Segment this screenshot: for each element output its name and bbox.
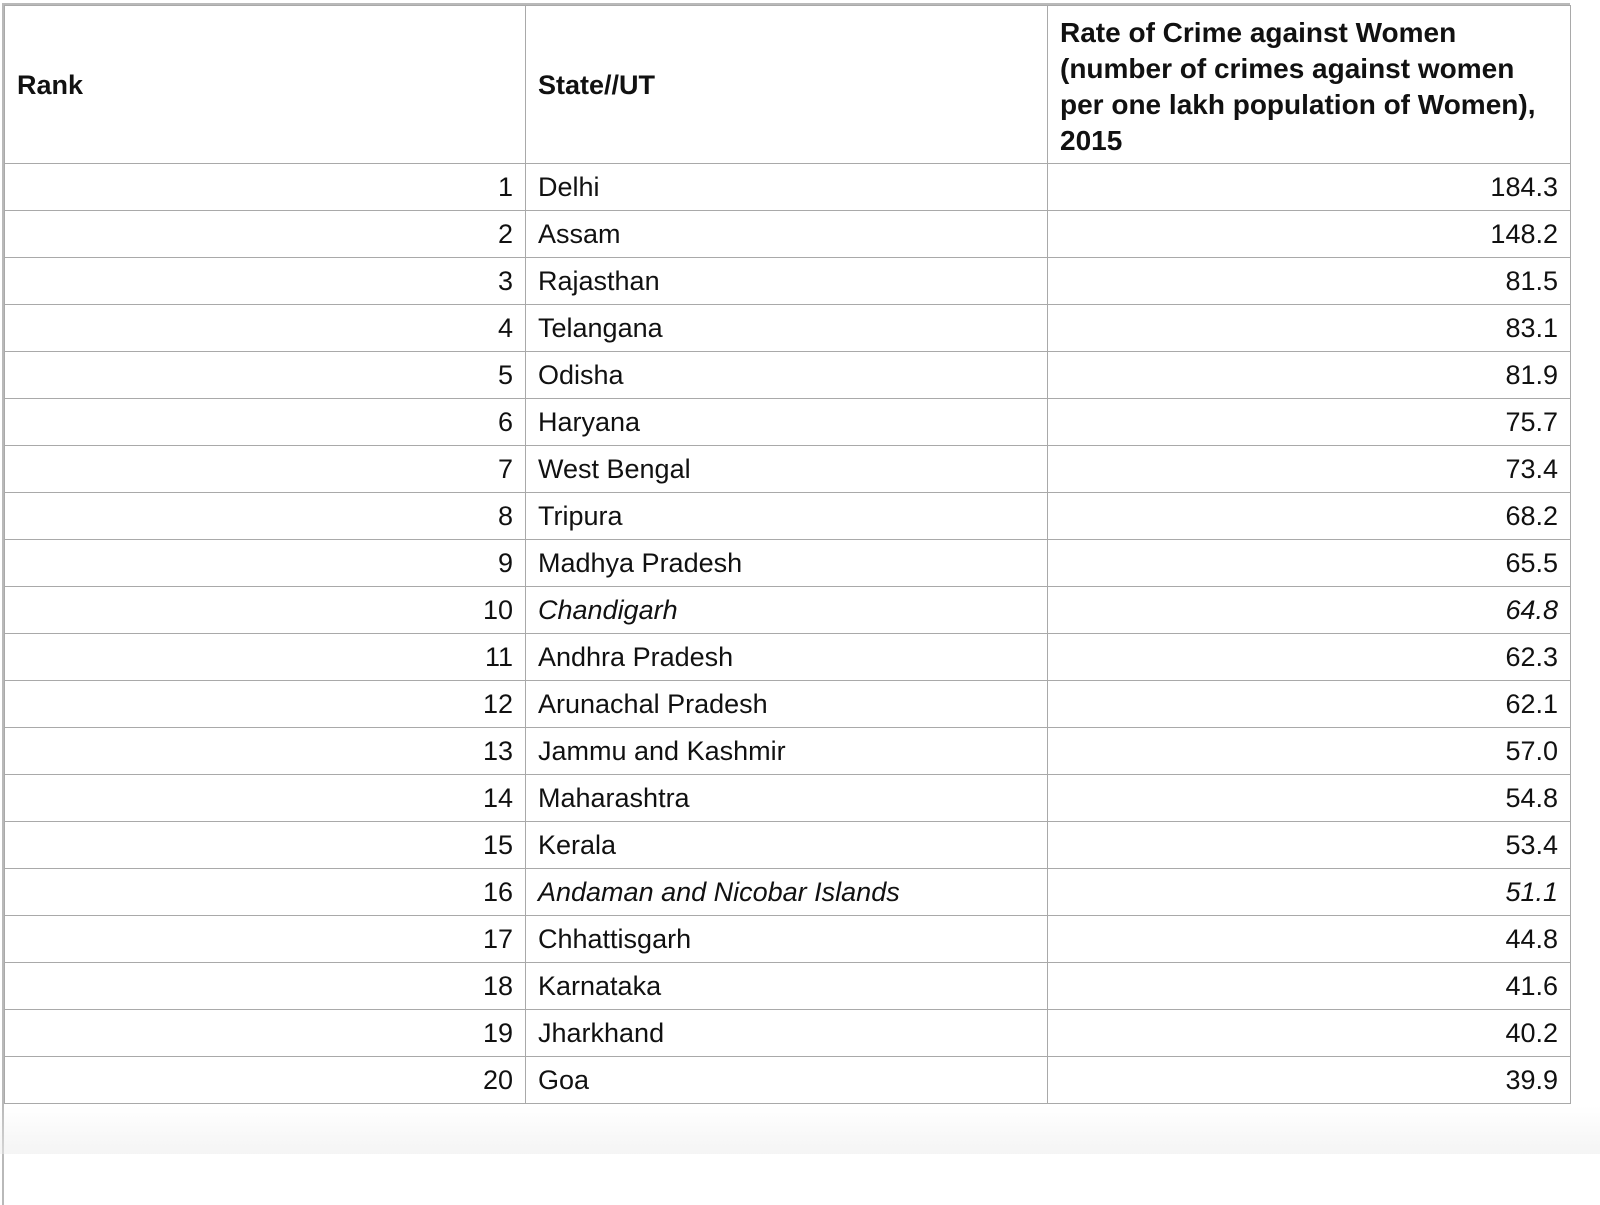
table-row	[5, 352, 1571, 399]
rank-cell[interactable]: 2	[5, 211, 526, 258]
state-cell[interactable]: Rajasthan	[526, 258, 1048, 305]
rank-cell[interactable]: 12	[5, 681, 526, 728]
rate-cell[interactable]: 68.2	[1048, 493, 1571, 540]
rate-cell[interactable]: 64.8	[1048, 587, 1571, 634]
rate-cell[interactable]: 51.1	[1048, 869, 1571, 916]
state-cell[interactable]: Arunachal Pradesh	[526, 681, 1048, 728]
rate-cell[interactable]: 81.5	[1048, 258, 1571, 305]
state-cell[interactable]: Karnataka	[526, 963, 1048, 1010]
state-cell[interactable]: Chhattisgarh	[526, 916, 1048, 963]
table-row-union-territory	[5, 587, 1571, 634]
table-body	[5, 164, 1571, 1104]
state-cell[interactable]: Madhya Pradesh	[526, 540, 1048, 587]
header-rank[interactable]: Rank	[5, 6, 526, 164]
rank-cell[interactable]: 17	[5, 916, 526, 963]
crime-rate-table-container	[2, 3, 1570, 1205]
rate-cell[interactable]: 83.1	[1048, 305, 1571, 352]
rate-cell[interactable]: 53.4	[1048, 822, 1571, 869]
rank-cell[interactable]: 18	[5, 963, 526, 1010]
state-cell[interactable]: Chandigarh	[526, 587, 1048, 634]
rank-cell[interactable]: 13	[5, 728, 526, 775]
table-row	[5, 446, 1571, 493]
state-cell[interactable]: Telangana	[526, 305, 1048, 352]
rank-cell[interactable]: 1	[5, 164, 526, 211]
rank-cell[interactable]: 6	[5, 399, 526, 446]
table-row	[5, 540, 1571, 587]
rate-cell[interactable]: 62.1	[1048, 681, 1571, 728]
table-row	[5, 634, 1571, 681]
rate-cell[interactable]: 40.2	[1048, 1010, 1571, 1057]
table-row	[5, 775, 1571, 822]
table-row	[5, 963, 1571, 1010]
rank-cell[interactable]: 9	[5, 540, 526, 587]
state-cell[interactable]: Odisha	[526, 352, 1048, 399]
state-cell[interactable]: West Bengal	[526, 446, 1048, 493]
rate-cell[interactable]: 54.8	[1048, 775, 1571, 822]
state-cell[interactable]: Andhra Pradesh	[526, 634, 1048, 681]
rate-cell[interactable]: 57.0	[1048, 728, 1571, 775]
state-cell[interactable]: Tripura	[526, 493, 1048, 540]
rate-cell[interactable]: 184.3	[1048, 164, 1571, 211]
rate-cell[interactable]: 62.3	[1048, 634, 1571, 681]
rank-cell[interactable]: 14	[5, 775, 526, 822]
rank-cell[interactable]: 10	[5, 587, 526, 634]
rank-cell[interactable]: 4	[5, 305, 526, 352]
rank-cell[interactable]: 7	[5, 446, 526, 493]
rank-cell[interactable]: 5	[5, 352, 526, 399]
state-cell[interactable]: Kerala	[526, 822, 1048, 869]
rank-cell[interactable]: 16	[5, 869, 526, 916]
rank-cell[interactable]: 3	[5, 258, 526, 305]
rate-cell[interactable]: 39.9	[1048, 1057, 1571, 1104]
header-rate[interactable]: Rate of Crime against Women (number of crimes against women per one lakh population of Women), 2015	[1048, 6, 1571, 164]
table-row	[5, 211, 1571, 258]
state-cell[interactable]: Goa	[526, 1057, 1048, 1104]
state-cell[interactable]: Haryana	[526, 399, 1048, 446]
table-row	[5, 1010, 1571, 1057]
rank-cell[interactable]: 8	[5, 493, 526, 540]
rank-cell[interactable]: 15	[5, 822, 526, 869]
state-cell[interactable]: Delhi	[526, 164, 1048, 211]
table-row	[5, 1057, 1571, 1104]
table-row	[5, 258, 1571, 305]
rate-cell[interactable]: 75.7	[1048, 399, 1571, 446]
rate-cell[interactable]: 44.8	[1048, 916, 1571, 963]
state-cell[interactable]: Assam	[526, 211, 1048, 258]
table-row	[5, 822, 1571, 869]
rate-cell[interactable]: 73.4	[1048, 446, 1571, 493]
table-row	[5, 493, 1571, 540]
header-state[interactable]: State//UT	[526, 6, 1048, 164]
table-row	[5, 399, 1571, 446]
table-row	[5, 164, 1571, 211]
table-header-row	[5, 6, 1571, 164]
state-cell[interactable]: Jammu and Kashmir	[526, 728, 1048, 775]
state-cell[interactable]: Maharashtra	[526, 775, 1048, 822]
table-row	[5, 916, 1571, 963]
state-cell[interactable]: Andaman and Nicobar Islands	[526, 869, 1048, 916]
table-row	[5, 728, 1571, 775]
rank-cell[interactable]: 11	[5, 634, 526, 681]
table-row-union-territory	[5, 869, 1571, 916]
rate-cell[interactable]: 148.2	[1048, 211, 1571, 258]
state-cell[interactable]: Jharkhand	[526, 1010, 1048, 1057]
rate-cell[interactable]: 65.5	[1048, 540, 1571, 587]
rank-cell[interactable]: 19	[5, 1010, 526, 1057]
crime-rate-table	[4, 5, 1571, 1104]
rate-cell[interactable]: 81.9	[1048, 352, 1571, 399]
table-row	[5, 681, 1571, 728]
rate-cell[interactable]: 41.6	[1048, 963, 1571, 1010]
table-row	[5, 305, 1571, 352]
rank-cell[interactable]: 20	[5, 1057, 526, 1104]
